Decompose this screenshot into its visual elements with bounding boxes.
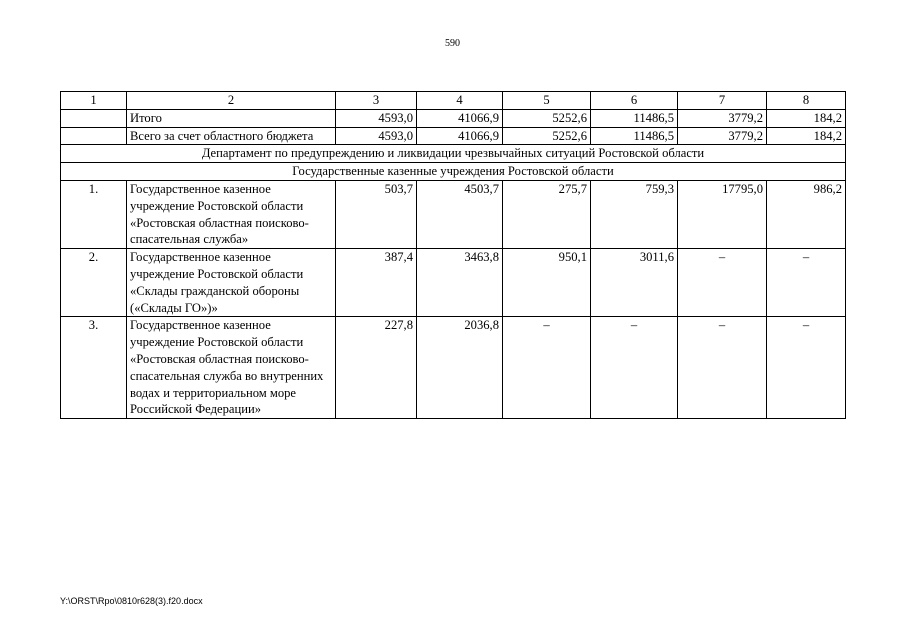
value-cell: 950,1	[503, 249, 591, 317]
name-cell: Государственное казенное учреждение Ростовской области «Ростовская областная поисково-спасательная служба во внутренних водах и территориальном море Российской Федерации»	[127, 317, 336, 419]
value-cell: 184,2	[767, 109, 846, 127]
header-cell: 4	[417, 92, 503, 110]
number-cell	[61, 127, 127, 145]
value-cell: –	[767, 249, 846, 317]
name-cell: Государственное казенное учреждение Ростовской области «Ростовская областная поисково-спасательная служба»	[127, 180, 336, 248]
header-cell: 5	[503, 92, 591, 110]
header-row	[61, 92, 846, 110]
header-cell: 8	[767, 92, 846, 110]
value-cell: 986,2	[767, 180, 846, 248]
section-row	[61, 163, 846, 181]
header-cell: 3	[336, 92, 417, 110]
value-cell: 503,7	[336, 180, 417, 248]
section-title: Департамент по предупреждению и ликвидации чрезвычайных ситуаций Ростовской области	[61, 145, 846, 163]
table-row	[61, 109, 846, 127]
table-row	[61, 180, 846, 248]
number-cell: 3.	[61, 317, 127, 419]
section-subtitle: Государственные казенные учреждения Ростовской области	[61, 163, 846, 181]
header-cell: 6	[591, 92, 678, 110]
value-cell: –	[767, 317, 846, 419]
value-cell: –	[678, 317, 767, 419]
header-cell: 2	[127, 92, 336, 110]
page-number: 590	[445, 38, 460, 49]
value-cell: 17795,0	[678, 180, 767, 248]
name-cell: Государственное казенное учреждение Ростовской области «Склады гражданской обороны («Склады ГО»)»	[127, 249, 336, 317]
value-cell: 227,8	[336, 317, 417, 419]
value-cell: 387,4	[336, 249, 417, 317]
value-cell: 759,3	[591, 180, 678, 248]
file-path-footer: Y:\ORST\Rpo\0810r628(3).f20.docx	[60, 596, 203, 606]
value-cell: 41066,9	[417, 127, 503, 145]
value-cell: 11486,5	[591, 109, 678, 127]
value-cell: 275,7	[503, 180, 591, 248]
value-cell: 4503,7	[417, 180, 503, 248]
value-cell: –	[503, 317, 591, 419]
table-row	[61, 127, 846, 145]
value-cell: –	[591, 317, 678, 419]
value-cell: 5252,6	[503, 109, 591, 127]
table-row	[61, 249, 846, 317]
value-cell: 11486,5	[591, 127, 678, 145]
number-cell: 2.	[61, 249, 127, 317]
value-cell: 5252,6	[503, 127, 591, 145]
section-row	[61, 145, 846, 163]
value-cell: 3011,6	[591, 249, 678, 317]
value-cell: 3779,2	[678, 127, 767, 145]
value-cell: 2036,8	[417, 317, 503, 419]
value-cell: 4593,0	[336, 127, 417, 145]
value-cell: 41066,9	[417, 109, 503, 127]
header-cell: 7	[678, 92, 767, 110]
value-cell: 184,2	[767, 127, 846, 145]
table-row	[61, 317, 846, 419]
header-cell: 1	[61, 92, 127, 110]
value-cell: 3463,8	[417, 249, 503, 317]
value-cell: 4593,0	[336, 109, 417, 127]
value-cell: –	[678, 249, 767, 317]
name-cell: Итого	[127, 109, 336, 127]
number-cell: 1.	[61, 180, 127, 248]
value-cell: 3779,2	[678, 109, 767, 127]
number-cell	[61, 109, 127, 127]
name-cell: Всего за счет областного бюджета	[127, 127, 336, 145]
budget-table	[60, 91, 846, 419]
